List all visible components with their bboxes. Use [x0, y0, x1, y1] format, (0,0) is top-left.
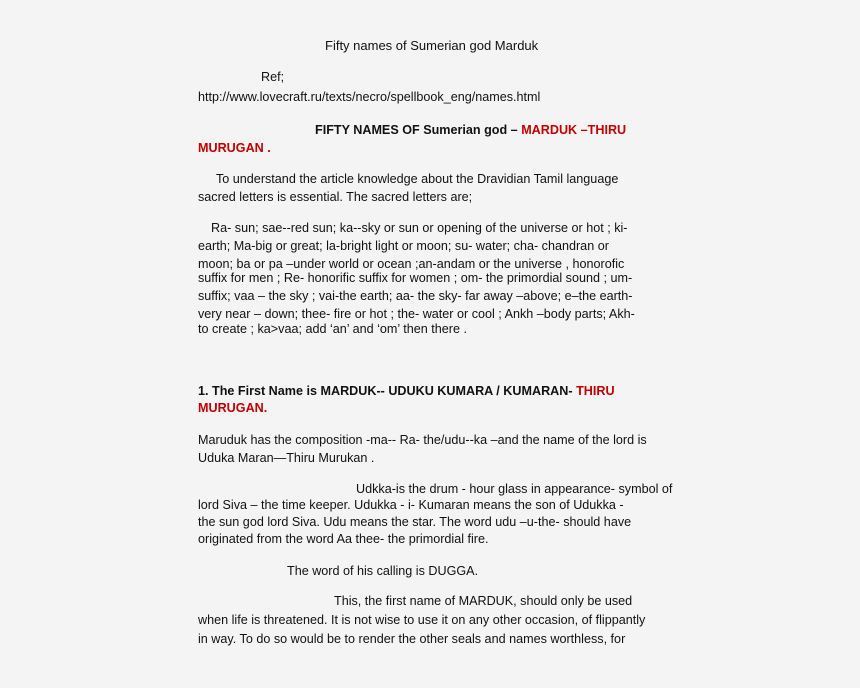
ref-url: http://www.lovecraft.ru/texts/necro/spellbook_eng/names.html: [198, 90, 541, 104]
main-heading-red-cont: MURUGAN .: [198, 141, 271, 155]
main-heading-red: MARDUK –THIRU: [521, 123, 627, 137]
letters-line-4: suffix for men ; Re- honorific suffix for women ; om- the primordial sound ; um-: [198, 271, 633, 285]
letters-line-7: to create ; ka>vaa; add ‘an’ and ‘om’ then there .: [198, 322, 467, 336]
usage-line-2: when life is threatened. It is not wise to use it on any other occasion, of flippantly: [198, 613, 646, 627]
usage-line-1: This, the first name of MARDUK, should only be used: [334, 594, 633, 608]
udukka-line-3: the sun god lord Siva. Udu means the star. The word udu –u-the- should have: [198, 515, 632, 529]
letters-line-1: Ra- sun; sae--red sun; ka--sky or sun or opening of the universe or hot ; ki-: [211, 221, 628, 235]
letters-line-6: very near – down; thee- fire or hot ; the- water or cool ; Ankh –body parts; Akh-: [198, 307, 635, 321]
ref-label: Ref;: [261, 70, 285, 84]
udukka-line-4: originated from the word Aa thee- the primordial fire.: [198, 532, 489, 546]
letters-line-2: earth; Ma-big or great; la-bright light or moon; su- water; cha- chandran or: [198, 239, 609, 253]
main-heading-text: FIFTY NAMES OF Sumerian god –: [315, 123, 522, 137]
first-name-heading-red-cont: MURUGAN.: [198, 401, 268, 415]
first-name-heading-red: THIRU: [576, 384, 615, 398]
usage-line-3: in way. To do so would be to render the other seals and names worthless, for: [198, 632, 626, 646]
doc-title: Fifty names of Sumerian god Marduk: [325, 38, 539, 53]
intro-line-2: sacred letters is essential. The sacred letters are;: [198, 190, 473, 204]
composition-line-1: Maruduk has the composition -ma-- Ra- the/udu--ka –and the name of the lord is: [198, 433, 647, 447]
first-name-heading-text: 1. The First Name is MARDUK-- UDUKU KUMARA / KUMARAN-: [198, 384, 577, 398]
intro-line-1: To understand the article knowledge about the Dravidian Tamil language: [216, 172, 619, 186]
composition-line-2: Uduka Maran—Thiru Murukan .: [198, 451, 375, 465]
letters-line-5: suffix; vaa – the sky ; vai-the earth; aa- the sky- far away –above; e–the earth-: [198, 289, 633, 303]
main-heading: [315, 121, 665, 140]
letters-line-3: moon; ba or pa –under world or ocean ;an-andam or the universe , honorofic: [198, 257, 625, 271]
udukka-line-2: lord Siva – the time keeper. Udukka - i- Kumaran means the son of Udukka -: [198, 498, 624, 512]
udukka-line-1: Udkka-is the drum - hour glass in appearance- symbol of: [356, 482, 673, 496]
calling-line: The word of his calling is DUGGA.: [287, 564, 479, 578]
